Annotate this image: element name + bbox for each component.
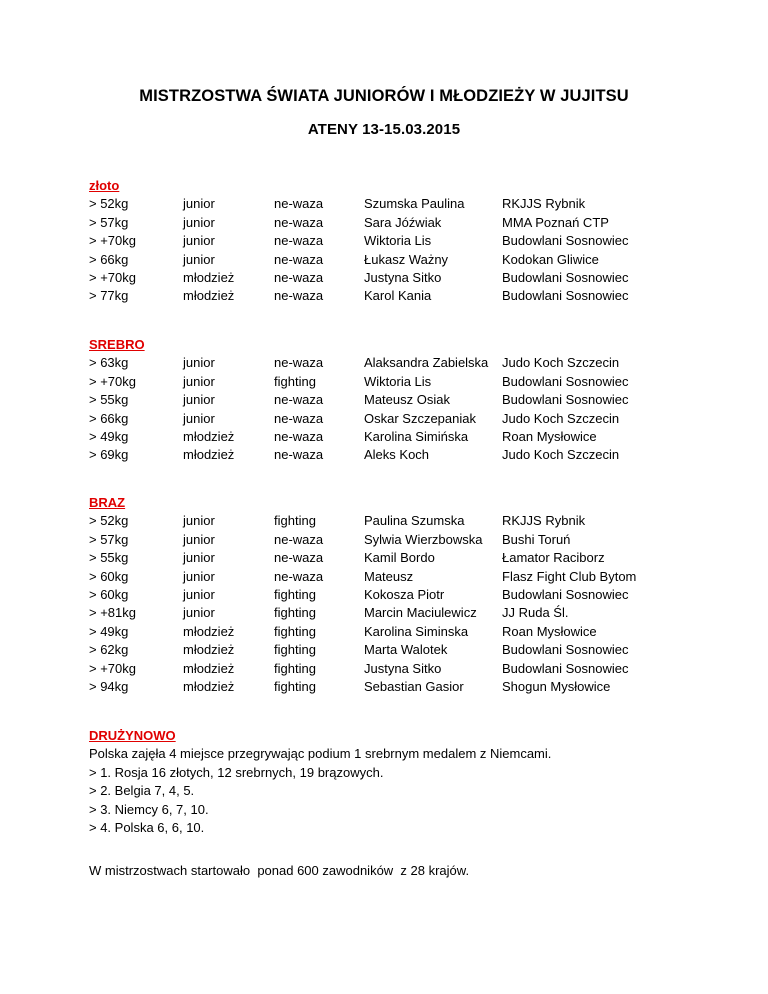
discipline: ne-waza [274,392,324,408]
age-category: junior [183,513,215,529]
discipline: fighting [274,642,316,658]
discipline: ne-waza [274,233,324,249]
club-name: Judo Koch Szczecin [502,410,620,426]
weight-class: > 94kg [89,678,129,694]
section-team [89,727,749,838]
discipline: ne-waza [274,251,324,267]
athlete-name: Marta Walotek [364,642,448,658]
club-name: Budowlani Sosnowiec [502,288,629,304]
results-table-bronze [89,512,749,696]
age-category: junior [183,410,215,426]
weight-class: > 57kg [89,531,129,547]
athlete-name: Justyna Sitko [364,660,442,676]
club-name: RKJJS Rybnik [502,513,586,529]
section-gold [89,177,749,306]
athlete-name: Kokosza Piotr [364,586,445,602]
table-row [89,232,749,250]
weight-class: > +70kg [89,373,136,389]
age-category: junior [183,568,215,584]
section-silver [89,336,749,465]
discipline: fighting [274,678,316,694]
weight-class: > 49kg [89,623,129,639]
discipline: ne-waza [274,428,324,444]
club-name: Budowlani Sosnowiec [502,642,629,658]
athlete-name: Szumska Paulina [364,196,465,212]
club-name: Flasz Fight Club Bytom [502,568,637,584]
club-name: Bushi Toruń [502,531,571,547]
club-name: JJ Ruda Śl. [502,605,569,621]
section-heading-team: DRUŻYNOWO [89,728,176,743]
age-category: młodzież [183,269,235,285]
weight-class: > 69kg [89,447,129,463]
athlete-name: Aleks Koch [364,447,430,463]
team-summary-line: Polska zajęła 4 miejsce przegrywając podium 1 srebrnym medalem z Niemcami. [89,746,552,762]
section-heading-bronze: BRAZ [89,495,126,510]
weight-class: > +81kg [89,605,136,621]
club-name: Budowlani Sosnowiec [502,269,629,285]
club-name: Roan Mysłowice [502,428,597,444]
club-name: Roan Mysłowice [502,623,597,639]
weight-class: > 77kg [89,288,129,304]
age-category: młodzież [183,623,235,639]
discipline: fighting [274,623,316,639]
age-category: młodzież [183,642,235,658]
discipline: fighting [274,513,316,529]
weight-class: > 52kg [89,513,129,529]
club-name: Budowlani Sosnowiec [502,586,629,602]
club-name: Budowlani Sosnowiec [502,392,629,408]
athlete-name: Łukasz Ważny [364,251,449,267]
athlete-name: Justyna Sitko [364,269,442,285]
age-category: młodzież [183,660,235,676]
discipline: fighting [274,586,316,602]
discipline: ne-waza [274,531,324,547]
footer-note: W mistrzostwach startowało ponad 600 zawodników z 28 krajów. [89,863,470,878]
club-name: Łamator Raciborz [502,550,605,566]
weight-class: > 55kg [89,392,129,408]
age-category: junior [183,214,215,230]
weight-class: > 62kg [89,642,129,658]
club-name: RKJJS Rybnik [502,196,586,212]
discipline: ne-waza [274,447,324,463]
table-row [89,660,749,678]
age-category: junior [183,355,215,371]
athlete-name: Mateusz Osiak [364,392,450,408]
weight-class: > +70kg [89,233,136,249]
discipline: fighting [274,373,316,389]
team-rank-line: > 1. Rosja 16 złotych, 12 srebrnych, 19 brązowych. [89,764,384,780]
athlete-name: Wiktoria Lis [364,233,432,249]
club-name: Budowlani Sosnowiec [502,660,629,676]
age-category: junior [183,196,215,212]
athlete-name: Paulina Szumska [364,513,465,529]
age-category: junior [183,586,215,602]
athlete-name: Sebastian Gasior [364,678,464,694]
athlete-name: Sara Jóźwiak [364,214,442,230]
age-category: młodzież [183,288,235,304]
age-category: młodzież [183,447,235,463]
club-name: MMA Poznań CTP [502,214,609,230]
athlete-name: Marcin Maciulewicz [364,605,477,621]
section-heading-gold: złoto [89,178,120,193]
weight-class: > 55kg [89,550,129,566]
age-category: junior [183,605,215,621]
table-row [89,391,749,409]
discipline: ne-waza [274,269,324,285]
discipline: ne-waza [274,568,324,584]
table-row [89,678,749,696]
weight-class: > 60kg [89,568,129,584]
age-category: junior [183,392,215,408]
age-category: junior [183,233,215,249]
weight-class: > 66kg [89,251,129,267]
weight-class: > 57kg [89,214,129,230]
page-subtitle: ATENY 13-15.03.2015 [307,121,461,138]
club-name: Budowlani Sosnowiec [502,233,629,249]
table-row [89,623,749,641]
club-name: Budowlani Sosnowiec [502,373,629,389]
table-row [89,287,749,305]
discipline: ne-waza [274,196,324,212]
club-name: Judo Koch Szczecin [502,355,620,371]
athlete-name: Karolina Siminska [364,623,469,639]
athlete-name: Kamil Bordo [364,550,435,566]
team-rank-line: > 3. Niemcy 6, 7, 10. [89,801,209,817]
section-bronze [89,494,749,696]
club-name: Kodokan Gliwice [502,251,599,267]
discipline: ne-waza [274,288,324,304]
age-category: młodzież [183,428,235,444]
results-table-silver [89,354,749,464]
table-row [89,549,749,567]
section-heading-silver: SREBRO [89,337,145,352]
table-row [89,354,749,372]
discipline: fighting [274,605,316,621]
table-row [89,641,749,659]
athlete-name: Karol Kania [364,288,432,304]
table-row [89,428,749,446]
discipline: fighting [274,660,316,676]
athlete-name: Mateusz [364,568,414,584]
table-row [89,269,749,287]
page-title: MISTRZOSTWA ŚWIATA JUNIORÓW I MŁODZIEŻY W JUJITSU [139,87,629,105]
team-rank-line: > 2. Belgia 7, 4, 5. [89,783,195,799]
weight-class: > 63kg [89,355,129,371]
weight-class: > +70kg [89,660,136,676]
discipline: ne-waza [274,355,324,371]
weight-class: > 60kg [89,586,129,602]
team-rank-line: > 4. Polska 6, 6, 10. [89,820,205,836]
club-name: Shogun Mysłowice [502,678,611,694]
table-row [89,214,749,232]
table-row [89,446,749,464]
weight-class: > 49kg [89,428,129,444]
table-row [89,410,749,428]
discipline: ne-waza [274,410,324,426]
results-table-gold [89,195,749,305]
athlete-name: Karolina Simińska [364,428,469,444]
discipline: ne-waza [274,214,324,230]
table-row [89,531,749,549]
age-category: junior [183,373,215,389]
athlete-name: Wiktoria Lis [364,373,432,389]
table-row [89,251,749,269]
table-row [89,586,749,604]
age-category: junior [183,251,215,267]
table-row [89,373,749,391]
table-row [89,568,749,586]
athlete-name: Sylwia Wierzbowska [364,531,483,547]
age-category: junior [183,531,215,547]
discipline: ne-waza [274,550,324,566]
weight-class: > +70kg [89,269,136,285]
weight-class: > 52kg [89,196,129,212]
table-row [89,512,749,530]
age-category: młodzież [183,678,235,694]
table-row [89,195,749,213]
weight-class: > 66kg [89,410,129,426]
club-name: Judo Koch Szczecin [502,447,620,463]
athlete-name: Alaksandra Zabielska [364,355,489,371]
table-row [89,604,749,622]
age-category: junior [183,550,215,566]
athlete-name: Oskar Szczepaniak [364,410,476,426]
